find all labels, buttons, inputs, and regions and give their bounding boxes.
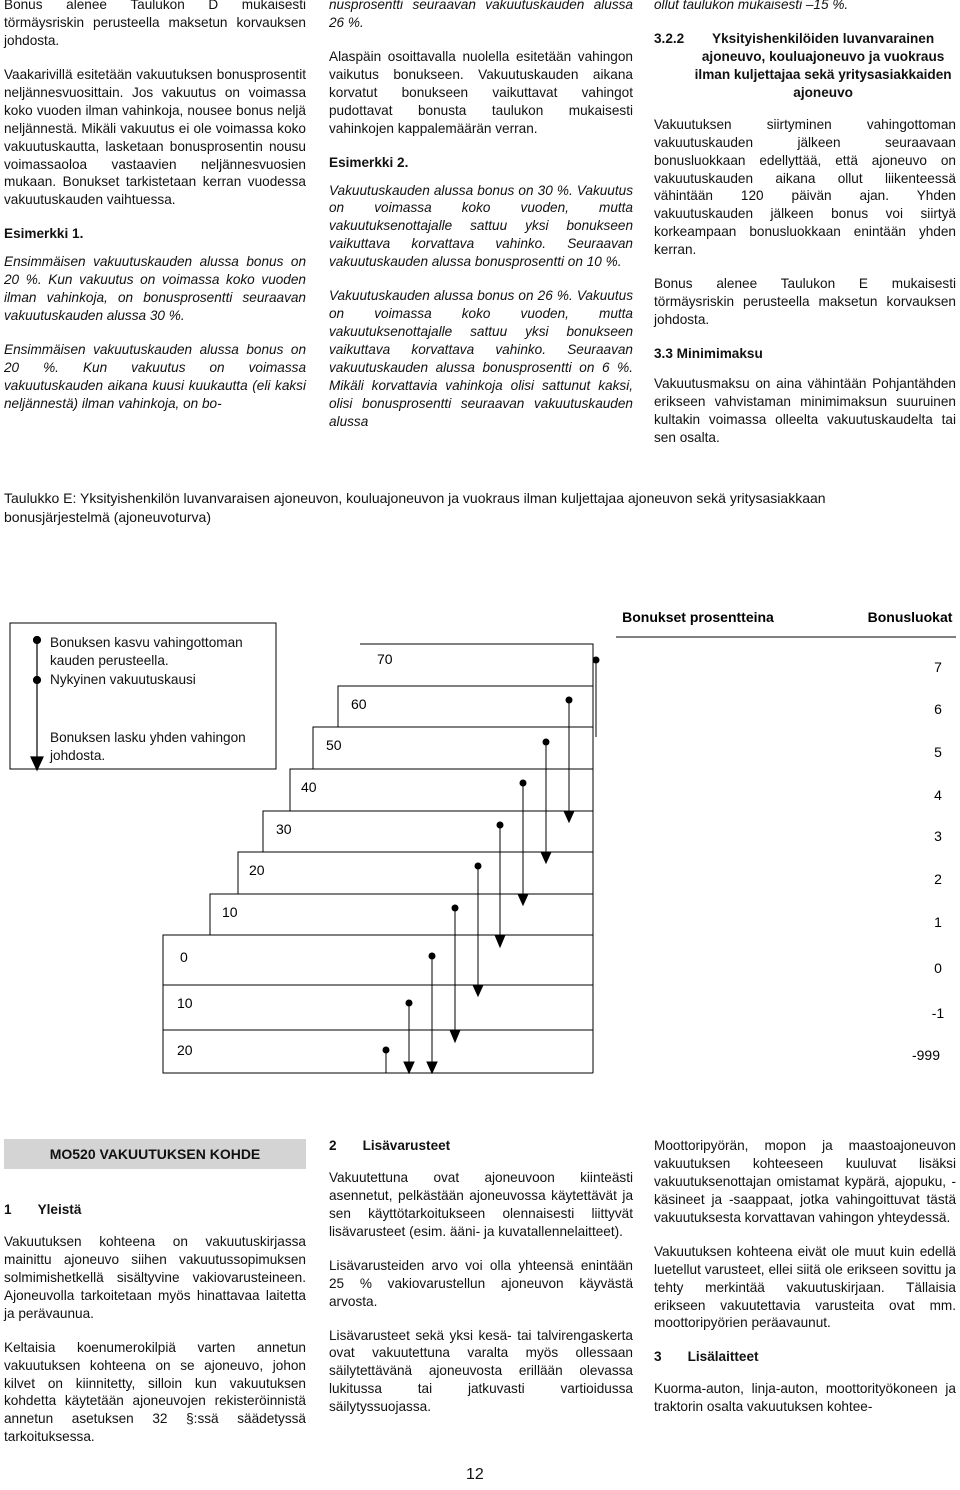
arrow-col-m10 <box>404 1000 414 1073</box>
legend-down-text: Bonuksen lasku yhden vahingon johdosta. <box>50 730 246 763</box>
arrow-col-40 <box>518 780 528 905</box>
percent-label: 10 <box>177 995 193 1011</box>
paragraph: Vaakarivillä esitetään vakuutuksen bonusprosentit neljännesvuosittain. Jos vakuutus on voimassa koko vuoden ilman vahinkoja, nousee bonus neljä neljännestä. Mikäli vakuutus ei ole voimassa koko vakuutuskautta, lasketaan bonusprosentin nousu voimassaoloa vastaavien neljännesvuosien mukaan. Bonukset tarkistetaan kerran vuodessa vakuutuskauden vaihtuessa. <box>4 66 306 208</box>
staircase-outline <box>163 644 593 1073</box>
percent-label: 60 <box>351 696 367 712</box>
paragraph: Vakuutettuna ovat ajoneuvoon kiinteästi asennetut, pelkästään ajoneuvossa käytettävät ja sen käyttötarkoitukseen olennaisesti liittyvät lisävarusteet (esim. ääni- ja kuvatallennelaitteet). <box>329 1169 633 1239</box>
arrow-col-0 <box>427 953 437 1073</box>
paragraph: Vakuutusmaksu on aina vähintään Pohjantähden erikseen vahvistaman minimimaksun suuruinen kultakin voimassa olleelta vakuutuskaudelta tai sen osalta. <box>654 375 956 445</box>
bottom-column-2 <box>329 1137 633 1432</box>
class-label: 3 <box>934 828 942 844</box>
section-title: Lisävarusteet <box>362 1138 451 1153</box>
example-text: Ensimmäisen vakuutuskauden alussa bonus on 20 %. Kun vakuutus on voimassa koko vuoden ilman vahinkoja, on bonusprosentti seuraavan vakuutuskauden alussa 30 %. <box>4 254 306 324</box>
paragraph: ollut taulukon mukaisesti –15 %. <box>654 0 849 12</box>
class-label: 4 <box>934 787 942 803</box>
example-text: Vakuutuskauden alussa bonus on 30 %. Vakuutus on voimassa koko vuoden, mutta vakuutuksenottajalle sattuu yksi bonukseen vaikuttava korvattava vahinko. Seuraavan vakuutuskauden alussa bonusprosentti on 10 %. <box>329 182 633 270</box>
class-label: -1 <box>931 1005 945 1021</box>
section-number: 3 <box>654 1349 662 1365</box>
class-label: -999 <box>911 1047 941 1063</box>
section-box-title: MO520 VAKUUTUKSEN KOHDE <box>4 1139 306 1169</box>
paragraph: Lisävarusteiden arvo voi olla yhteensä enintään 25 % vakiovarustellun ajoneuvon käyvästä arvosta. <box>329 1257 633 1309</box>
class-label: 6 <box>934 701 942 717</box>
paragraph: Bonus alenee Taulukon D mukaisesti törmäysriskin perusteella maksetun korvauksen johdosta. <box>4 0 306 48</box>
percent-label: 20 <box>177 1042 193 1058</box>
paragraph: Vakuutuksen kohteena on vakuutuskirjassa mainittu ajoneuvo siihen vakuutussopimuksen solmimishetkellä sisältyvine vakiovarusteineen. Ajoneuvolla tarkoitetaan myös hinattavaa laitetta ja perävaunua. <box>4 1233 306 1321</box>
arrow-col-70 <box>593 657 599 737</box>
section-number: 2 <box>329 1138 337 1153</box>
subsection-number: 3.2.2 <box>654 30 685 46</box>
percent-label: 40 <box>301 779 317 795</box>
example-text: Ensimmäisen vakuutuskauden alussa bonus on 20 %. Kun vakuutus on voimassa vakuutuskauden aikana kuusi kuukautta (eli kaksi neljännestä) ilman vahinkoja, on bo- <box>4 342 306 411</box>
section-number: 1 <box>4 1202 12 1217</box>
arrow-col-60 <box>564 697 574 822</box>
class-label: 2 <box>934 871 942 887</box>
arrow-col-m20 <box>383 1047 389 1073</box>
example-text: Vakuutuskauden alussa bonus on 26 %. Vakuutus on voimassa koko vuoden, mutta vakuutuksenottajalle sattuu yksi bonukseen vaikuttava korvattava vahinko. Seuraavan vakuutuskauden alussa bonusprosentti on 6 %. Mikäli korvattavia vahinkoja olisi sattunut kaksi, olisi bonusprosentti seuraavan vakuutuskauden alussa <box>329 288 633 429</box>
legend-up-text: Bonuksen kasvu vahingottoman kauden perusteella. <box>50 635 243 668</box>
section-heading <box>4 1201 306 1219</box>
subsection-heading: 3.3 Minimimaksu <box>654 346 763 361</box>
transition-arrows <box>383 657 599 1073</box>
paragraph: Bonus alenee Taulukon E mukaisesti törmäysriskin perusteella maksetun korvauksen johdosta. <box>654 276 956 328</box>
percent-label: 30 <box>276 821 292 837</box>
subsection-title: Yksityishenkilöiden luvanvarainen ajoneuvo, kouluajoneuvo ja vuokraus ilman kuljettajaa sekä yritysasiakkaiden ajoneuvo <box>694 30 952 100</box>
example-heading: Esimerkki 1. <box>4 226 84 242</box>
class-label: 0 <box>934 960 942 976</box>
paragraph: Lisävarusteet sekä yksi kesä- tai talvirengaskerta ovat vakuutettuna varalta myös ollessaan säilytettävänä ajoneuvosta erillään olevassa lukitussa tai jatkuvasti vartioidussa säilytyssuojassa. <box>329 1327 633 1415</box>
header-percent: Bonukset prosentteina <box>622 609 774 625</box>
class-label: 1 <box>934 914 942 930</box>
bottom-column-3 <box>654 1137 956 1432</box>
table-caption: Taulukko E: Yksityishenkilön luvanvaraisen ajoneuvon, kouluajoneuvon ja vuokraus ilman kuljettajaa ajoneuvon sekä yritysasiakkaan bonusjärjestelmä (ajoneuvoturva) <box>4 490 826 525</box>
page-number: 12 <box>466 1466 484 1483</box>
paragraph: nusprosentti seuraavan vakuutuskauden alussa 26 %. <box>329 0 633 30</box>
arrow-col-10 <box>450 905 460 1042</box>
percent-label: 0 <box>180 949 188 965</box>
arrow-col-20 <box>473 863 483 996</box>
percent-label: 50 <box>326 737 342 753</box>
paragraph: Vakuutuksen kohteena eivät ole muut kuin edellä luetellut varusteet, ellei siitä ole erikseen sovittu ja tehty merkintää vakuutuskirjaan. Tällaisia erikseen vakuutettavia varusteita ovat mm. moottoripyörien peräavaunut. <box>654 1243 956 1331</box>
paragraph: Alaspäin osoittavalla nuolella esitetään vahingon vaikutus bonukseen. Vakuutuskauden aikana korvatut bonukseen vaikuttavat vahingot pudottavat bonusta taulukon mukaisesti vahinkojen kappalemäärän verran. <box>329 48 633 136</box>
paragraph: Kuorma-auton, linja-auton, moottorityökoneen ja traktorin osalta vakuutuksen kohtee- <box>654 1381 956 1415</box>
percent-label: 10 <box>222 904 238 920</box>
arrow-col-50 <box>541 739 551 863</box>
paragraph: Moottoripyörän, mopon ja maastoajoneuvon vakuutuksen kohteeseen kuuluvat lisäksi vakuutuksenottajan omistamat kypärä, ajopuku, -käsineet ja -saappaat, jotka vahingoittuvat tästä vakuutuksesta korvattavan vahingon yhteydessä. <box>654 1138 956 1225</box>
class-label: 5 <box>934 744 942 760</box>
paragraph: Vakuutuksen siirtyminen vahingottoman vakuutuskauden jälkeen seuraavaan bonusluokkaan edellyttää, että ajoneuvo on vakuutuskauden aikana ollut liikenteessä vähintään 120 päivän ajan. Yhden vakuutuskauden jälkeen bonus voi siirtyä korkeampaan bonusluokkaan enintään yhden kerran. <box>654 116 956 258</box>
percent-label: 70 <box>377 651 393 667</box>
arrow-col-30 <box>495 822 505 947</box>
class-label: 7 <box>934 659 942 675</box>
percent-label: 20 <box>249 862 265 878</box>
legend-current-text: Nykyinen vakuutuskausi <box>50 672 196 687</box>
paragraph: Keltaisia koenumerokilpiä varten annetun vakuutuksen kohteena on se ajoneuvo, johon kilvet on kiinnitetty, silloin kun vakuutuksen kohdetta käytetään ajoneuvojen rekisteröinnistä annetun asetuksen 32 §:ssä säädetyssä tarkoituksessa. <box>4 1339 306 1445</box>
bottom-column-1 <box>4 1201 306 1462</box>
section-title: Lisälaitteet <box>687 1349 759 1365</box>
header-class: Bonusluokat <box>867 609 953 625</box>
section-heading <box>329 1137 633 1155</box>
section-heading <box>654 1348 956 1366</box>
section-title: Yleistä <box>37 1202 82 1217</box>
example-heading: Esimerkki 2. <box>329 154 409 170</box>
